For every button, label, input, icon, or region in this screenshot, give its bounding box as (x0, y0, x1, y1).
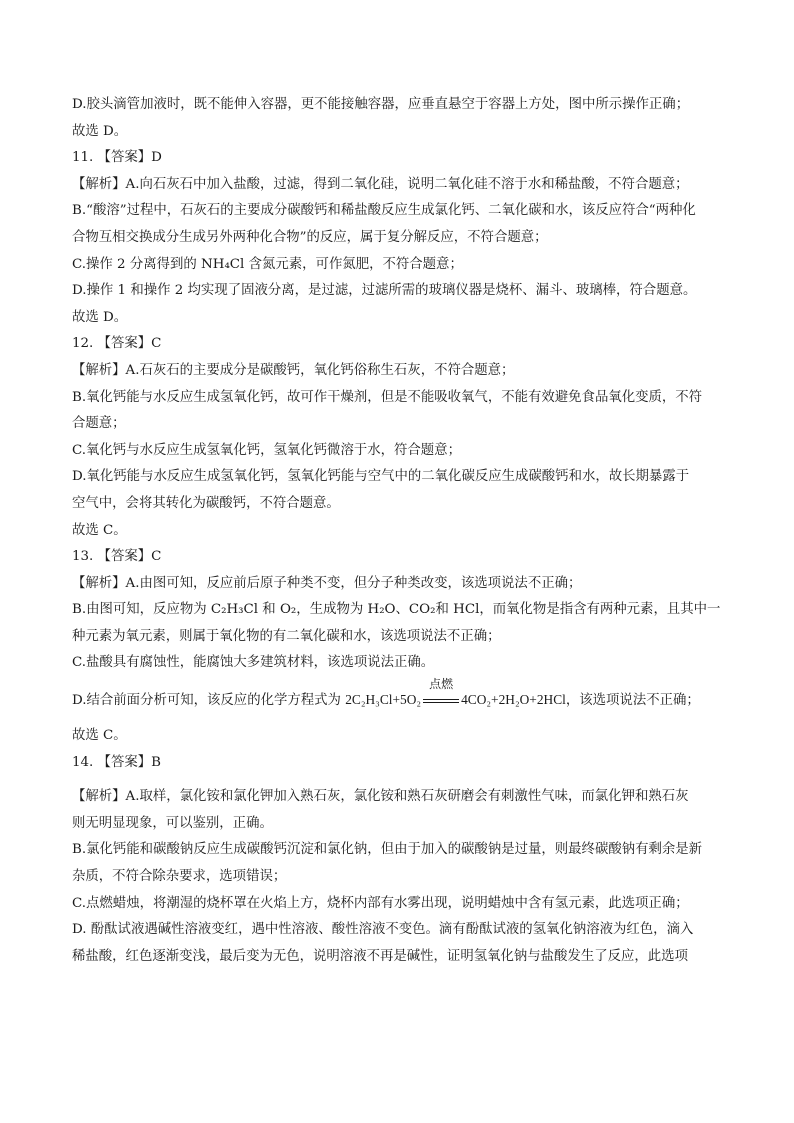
text-line: 【解析】A.由图可知，反应前后原子种类不变，但分子种类改变，该选项说法不正确； (72, 575, 582, 591)
text-line: 则无明显现象，可以鉴别，正确。 (72, 815, 273, 831)
text-line: C.点燃蜡烛，将潮湿的烧杯罩在火焰上方，烧杯内部有水雾出现，说明蜡烛中含有氢元素，此选项正确； (72, 895, 689, 911)
equation-suffix: ，该选项说法不正确； (565, 693, 700, 709)
text-line: 【解析】A.向石灰石中加入盐酸，过滤，得到二氧化硅，说明二氧化硅不溶于水和稀盐酸，不符合题意； (72, 176, 689, 192)
text-line: 合物互相交换成分生成另外两种化合物”的反应，属于复分解反应，不符合题意； (72, 229, 548, 245)
reaction-condition (423, 677, 459, 723)
text-line: 合题意； (72, 416, 126, 432)
text-line: C.操作 2 分离得到的 NH₄Cl 含氮元素，可作氮肥，不符合题意； (72, 256, 463, 272)
text-line: 杂质，不符合除杂要求，选项错误； (72, 869, 287, 885)
text-line: D. 酚酞试液遇碱性溶液变红，遇中性溶液、酸性溶液不变色。滴有酚酞试液的氢氧化钠溶液为红色，滴入 (72, 922, 694, 938)
text-line: D.胶头滴管加液时，既不能伸入容器，更不能接触容器，应垂直悬空于容器上方处，图中所示操作正确； (72, 97, 690, 112)
text-line: 故选 C。 (72, 728, 127, 744)
text-line: 故选 D。 (72, 309, 128, 325)
text-line: C.盐酸具有腐蚀性，能腐蚀大多建筑材料，该选项说法正确。 (72, 655, 435, 671)
text-line: 【解析】A.石灰石的主要成分是碳酸钙，氧化钙俗称生石灰，不符合题意； (72, 362, 515, 378)
text-line: B.“酸溶”过程中，石灰石的主要成分碳酸钙和稀盐酸反应生成氯化钙、二氧化碳和水，该反应符合“两种化 (72, 203, 696, 219)
text-line: 稀盐酸，红色逐渐变浅，最后变为无色，说明溶液不再是碱性，证明氢氧化钠与盐酸发生了反应，此选项 (72, 948, 688, 964)
text-line: 故选 D。 (72, 123, 128, 139)
text-line: D.氧化钙能与水反应生成氢氧化钙，氢氧化钙能与空气中的二氧化碳反应生成碳酸钙和水，故长期暴露于 (72, 469, 690, 485)
document-page (72, 92, 732, 970)
text-line: 【解析】A.取样，氯化铵和氯化钾加入熟石灰，氯化铵和熟石灰研磨会有刺激性气味，而氯化钾和熟石灰 (72, 789, 689, 805)
text-line: D.操作 1 和操作 2 均实现了固液分离，是过滤，过滤所需的玻璃仪器是烧杯、漏斗、玻璃棒，符合题意。 (72, 283, 697, 299)
text-line: 种元素为氧元素，则属于氧化物的有二氧化碳和水，该选项说法不正确； (72, 628, 501, 644)
question-11-answer: 11. 【答案】D (72, 150, 162, 166)
text-line: C.氧化钙与水反应生成氢氧化钙，氢氧化钙微溶于水，符合题意； (72, 442, 461, 458)
text-line: B.由图可知，反应物为 C₂H₃Cl 和 O₂，生成物为 H₂O、CO₂和 HCl，而氧化物是指含有两种元素，且其中一 (72, 602, 721, 618)
equation-products: 4CO₂+2H₂O+2HCl (461, 692, 566, 708)
question-12-answer: 12. 【答案】C (72, 336, 162, 352)
text-line: B.氯化钙能和碳酸钠反应生成碳酸钙沉淀和氯化钠，但由于加入的碳酸钠是过量，则最终碳酸钠有剩余是新 (72, 842, 703, 858)
equation-reactants: 2C₂H₃Cl+5O₂ (345, 692, 422, 708)
text-line: 故选 C。 (72, 522, 127, 538)
question-14-answer: 14. 【答案】B (72, 754, 161, 770)
text-line: 空气中，会将其转化为碳酸钙，不符合题意。 (72, 495, 340, 511)
question-13-answer: 13. 【答案】C (72, 549, 162, 565)
text-line: B.氧化钙能与水反应生成氢氧化钙，故可作干燥剂，但是不能吸收氧气，不能有效避免食品氧化变质，不符 (72, 389, 703, 405)
condition-label: 点燃 (429, 677, 454, 692)
chemical-equation (345, 677, 566, 723)
equation-prefix: D.结合前面分析可知，该反应的化学方程式为 (72, 693, 346, 709)
equation-line (72, 677, 732, 715)
